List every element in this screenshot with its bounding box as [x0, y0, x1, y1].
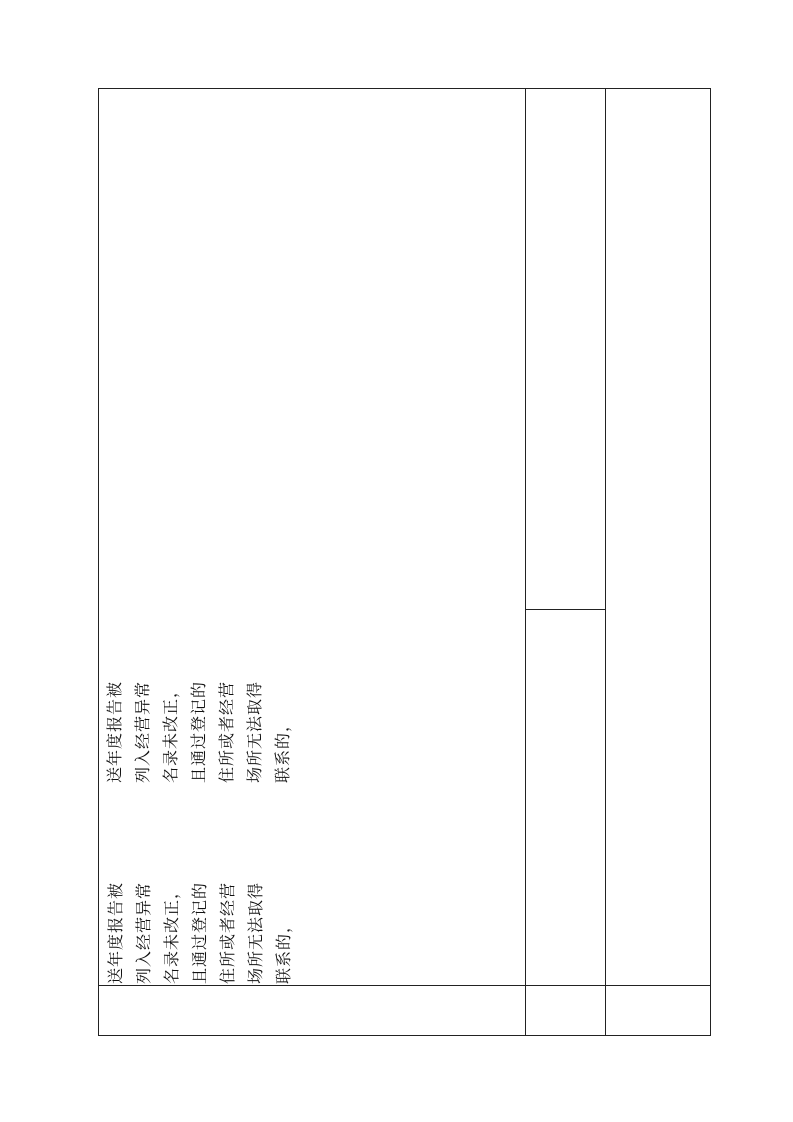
row1-item-text-block: 送年度报告被 列入经营异常 名录未改正， 且通过登记的 住所或者经营 场所无法取得 联系的，: [106, 881, 293, 984]
column-divider: [605, 89, 606, 1035]
row-divider: [99, 985, 710, 986]
row1-item-text: 送年度报告被 列入经营异常 名录未改正， 且通过登记的 住所或者经营 场所无法取得 联系的，: [105, 680, 292, 783]
circumstance-divider: [525, 609, 605, 610]
